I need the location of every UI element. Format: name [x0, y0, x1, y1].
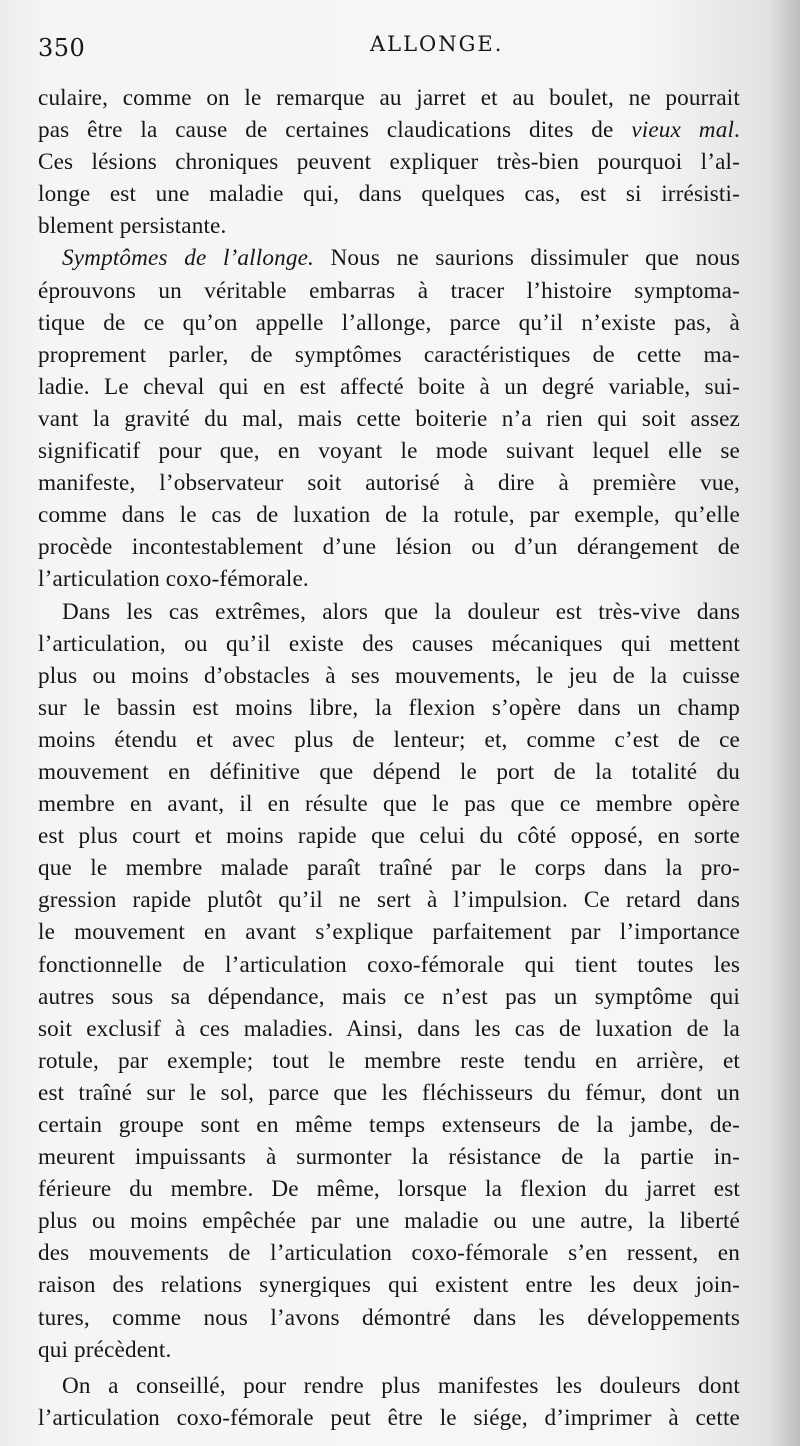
page-header: [38, 30, 738, 66]
text-line: soit exclusif à ces maladies. Ainsi, dans les cas de luxation de la: [38, 1015, 740, 1042]
text-line: férieure du membre. De même, lorsque la flexion du jarret est: [38, 1176, 740, 1203]
paragraph-2: [38, 242, 740, 595]
text-line: comme dans le cas de luxation de la rotule, par exemple, qu’elle: [38, 502, 740, 529]
text-line: tique de ce qu’on appelle l’allonge, parce qu’il n’existe pas, à: [38, 309, 740, 336]
text-line: blement persistante.: [38, 213, 227, 240]
text-line: fonctionnelle de l’articulation coxo-fémorale qui tient toutes les: [38, 951, 740, 978]
text-line: plus ou moins d’obstacles à ses mouvements, le jeu de la cuisse: [38, 662, 740, 689]
text-line: membre en avant, il en résulte que le pas que ce membre opère: [38, 791, 740, 818]
text-line: tures, comme nous l’avons démontré dans les développements: [38, 1304, 740, 1331]
italic-term: vieux mal: [631, 117, 735, 144]
text-line: le mouvement en avant s’explique parfaitement par l’importance: [38, 919, 740, 946]
text-line: manifeste, l’observateur soit autorisé à dire à première vue,: [38, 470, 740, 497]
text-line: l’articulation coxo-fémorale.: [38, 566, 309, 593]
text-line: Ces lésions chroniques peuvent expliquer très-bien pourquoi l’al-: [38, 149, 740, 176]
text-line: ladie. Le cheval qui en est affecté boite à un degré variable, sui-: [38, 373, 740, 400]
running-head: ALLONGE.: [370, 32, 504, 56]
text-line: vant la gravité du mal, mais cette boiterie n’a rien qui soit assez: [38, 405, 740, 432]
paragraph-4: [38, 1370, 740, 1434]
text-segment: Nous ne saurions dissimuler que nous: [313, 245, 740, 272]
text-segment: pas être la cause de certaines claudications dites de: [38, 117, 632, 144]
text-line: culaire, comme on le remarque au jarret et au boulet, ne pourrait: [38, 85, 740, 111]
section-heading: Symptômes de l’allonge.: [62, 245, 314, 272]
text-line: l’articulation coxo-fémorale peut être le siége, d’imprimer à cette: [38, 1404, 740, 1431]
text-line: [38, 114, 740, 146]
text-line: est plus court et moins rapide que celui du côté opposé, en sorte: [38, 823, 740, 850]
text-line: [38, 242, 740, 274]
text-line: sur le bassin est moins libre, la flexion s’opère dans un champ: [38, 694, 740, 721]
text-line: certain groupe sont en même temps extenseurs de la jambe, de-: [38, 1112, 740, 1138]
text-line: moins étendu et avec plus de lenteur; et, comme c’est de ce: [38, 726, 740, 753]
text-line: l’articulation, ou qu’il existe des causes mécaniques qui mettent: [38, 630, 740, 657]
page-number: 350: [38, 34, 86, 62]
text-line: éprouvons un véritable embarras à tracer l’histoire symptoma-: [38, 277, 740, 304]
text-line: proprement parler, de symptômes caractéristiques de cette ma-: [38, 341, 740, 368]
text-line: Dans les cas extrêmes, alors que la douleur est très-vive dans: [62, 598, 740, 625]
text-line: raison des relations synergiques qui existent entre les deux join-: [38, 1272, 740, 1299]
text-line: On a conseillé, pour rendre plus manifestes les douleurs dont: [62, 1372, 740, 1399]
text-line: meurent impuissants à surmonter la résistance de la partie in-: [38, 1144, 740, 1171]
text-line: des mouvements de l’articulation coxo-fémorale s’en ressent, en: [38, 1240, 740, 1267]
body-text: [38, 82, 740, 1434]
text-line: est traîné sur le sol, parce que les fléchisseurs du fémur, dont un: [38, 1079, 740, 1106]
text-line: rotule, par exemple; tout le membre reste tendu en arrière, et: [38, 1047, 740, 1074]
text-line: plus ou moins empêchée par une maladie ou une autre, la liberté: [38, 1208, 740, 1235]
text-line: qui précèdent.: [38, 1336, 172, 1363]
text-line: que le membre malade paraît traîné par le corps dans la pro-: [38, 855, 740, 882]
text-line: mouvement en définitive que dépend le port de la totalité du: [38, 758, 740, 785]
text-line: autres sous sa dépendance, mais ce n’est pas un symptôme qui: [38, 983, 740, 1010]
paragraph-1: [38, 82, 740, 242]
text-segment: .: [734, 117, 740, 144]
text-line: gression rapide plutôt qu’il ne sert à l’impulsion. Ce retard dans: [38, 887, 740, 914]
paragraph-3: [38, 596, 740, 1366]
text-line: longe est une maladie qui, dans quelques cas, est si irrésisti-: [38, 181, 740, 208]
text-line: procède incontestablement d’une lésion ou d’un dérangement de: [38, 534, 740, 561]
text-line: significatif pour que, en voyant le mode suivant lequel elle se: [38, 438, 740, 465]
